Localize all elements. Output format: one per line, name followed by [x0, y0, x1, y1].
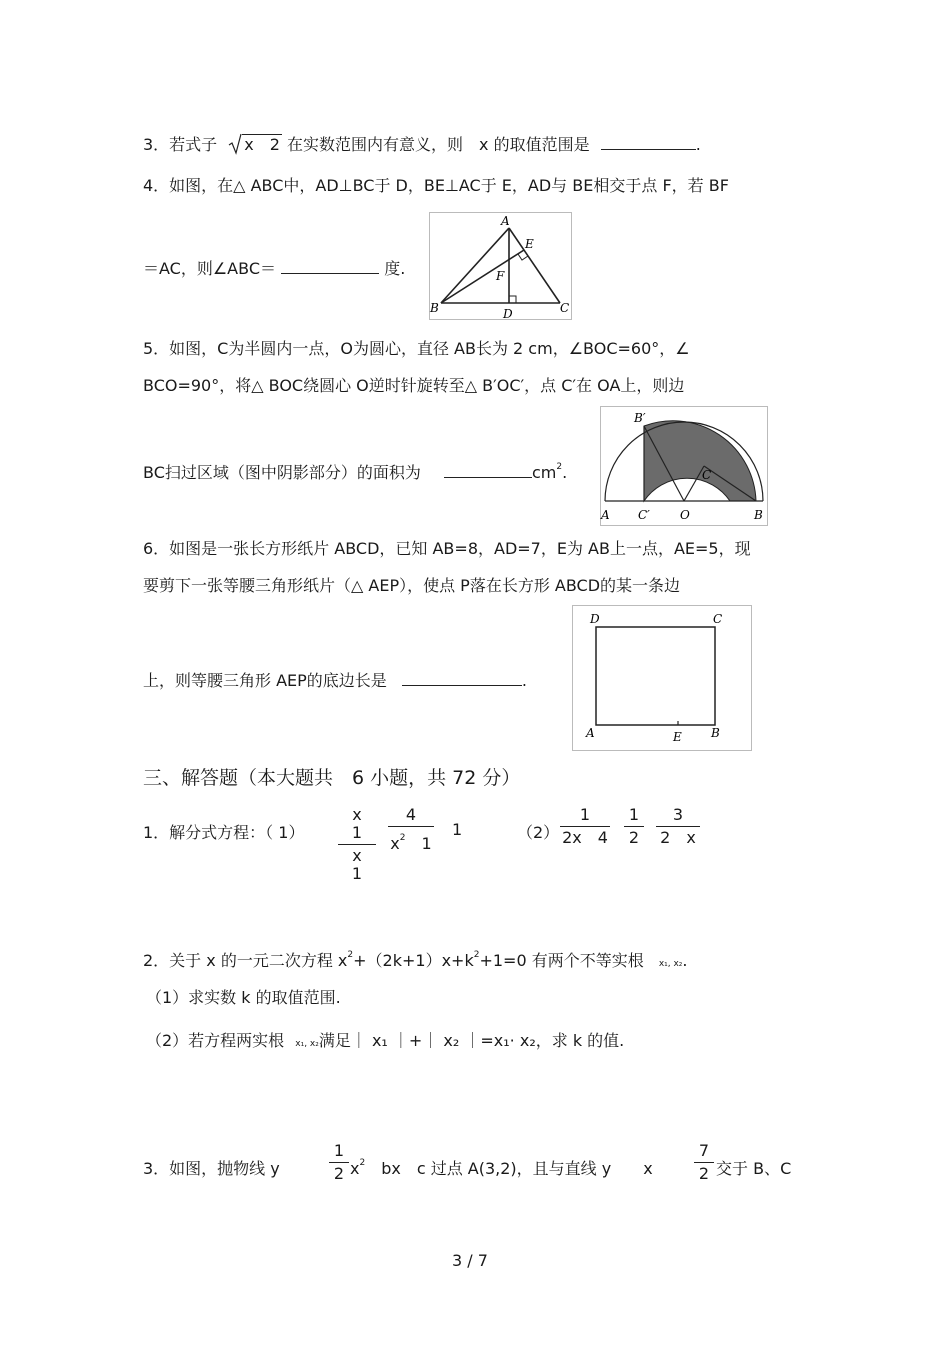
- q6-line3-prefix: 上，则等腰三角形 AEP的底边长是: [143, 671, 387, 690]
- s1-frac-1-num: x 1: [351, 805, 378, 842]
- s3-exp: 2: [359, 1158, 366, 1168]
- label-b-prime: B′: [634, 411, 646, 425]
- s3-x: x: [350, 1159, 360, 1178]
- s3-frac-2-num: 7: [698, 1141, 710, 1160]
- s1-frac-1-den: x 1: [351, 846, 378, 883]
- figure-rectangle-abcd: [572, 605, 752, 751]
- s3-frac-1: [329, 1142, 349, 1183]
- s1-part2: （2）: [517, 823, 560, 842]
- s2-sub2-roots: x₁, x₂: [295, 1039, 319, 1049]
- s1-frac-2: [388, 806, 434, 853]
- s1-frac-5: [656, 806, 700, 847]
- label-a: A: [586, 726, 595, 740]
- s1-frac-3-num: 1: [579, 805, 591, 824]
- s3-end: 交于 B、C: [716, 1159, 792, 1178]
- label-c-prime: C′: [638, 508, 650, 522]
- s2-sub2-a: （2）若方程两实根: [146, 1031, 285, 1050]
- label-e: E: [525, 237, 534, 251]
- q5-answer-blank[interactable]: [444, 461, 532, 478]
- label-a: A: [501, 214, 510, 228]
- s1-frac-3-den: 2x 4: [562, 828, 608, 847]
- question-5-line2: BCO=90°，将△ BOC绕圆心 O逆时针旋转至△ B′OC′，点 C′在 OA上，则边: [143, 376, 685, 395]
- s2-line1-b: +（2k+1）x+k: [353, 951, 474, 970]
- question-3: [143, 133, 701, 155]
- question-4-line1: 4．如图，在△ ABC中，AD⊥BC于 D，BE⊥AC于 E，AD与 BE相交于点 F，若 BF: [143, 176, 729, 195]
- q6-answer-blank[interactable]: [402, 669, 522, 686]
- q5-line3-prefix: BC扫过区域（图中阴影部分）的面积为: [143, 463, 421, 482]
- s2-line1-c: +1=0 有两个不等实根: [479, 951, 644, 970]
- label-b: B: [711, 726, 720, 740]
- q3-suffix: 在实数范围内有意义，则 x 的取值范围是: [287, 135, 590, 154]
- s3-frac-2: [694, 1142, 714, 1183]
- question-5-line1: 5．如图，C为半圆内一点，O为圆心，直径 AB长为 2 cm，∠BOC=60°，∠: [143, 339, 690, 358]
- s3-mid: [350, 1156, 653, 1179]
- s2-exp-2: 2: [473, 950, 480, 960]
- s3-prefix: 3．如图，抛物线 y: [143, 1159, 280, 1178]
- label-o: O: [680, 508, 690, 522]
- s1-frac-1: [338, 806, 376, 883]
- label-c: C: [713, 612, 723, 626]
- q3-prefix: 3．若式子: [143, 135, 218, 154]
- label-c: C: [702, 468, 712, 482]
- question-6-line3: [143, 669, 527, 691]
- q6-end: .: [521, 671, 527, 690]
- question-6-line1: 6．如图是一张长方形纸片 ABCD，已知 AB=8，AD=7，E为 AB上一点，AE=5，现: [143, 539, 751, 558]
- s2-sub2: [146, 1031, 624, 1054]
- q3-end: .: [695, 135, 701, 154]
- figure-semicircle: [600, 406, 768, 526]
- page-number: 3 / 7: [452, 1251, 488, 1270]
- label-f: F: [496, 269, 505, 283]
- s1-frac-4: [624, 806, 644, 847]
- label-b: B: [430, 301, 439, 315]
- sqrt-sign: [228, 133, 242, 155]
- label-d: D: [590, 612, 600, 626]
- s2-line1-end: .: [682, 951, 688, 970]
- s2-line1: [143, 945, 688, 974]
- q4-answer-blank[interactable]: [281, 257, 379, 274]
- question-6-line2: 要剪下一张等腰三角形纸片（△ AEP），使点 P落在长方形 ABCD的某一条边: [143, 576, 681, 595]
- s1-frac-4-num: 1: [628, 805, 640, 824]
- s1-frac-5-den: 2 x: [660, 828, 696, 847]
- q5-unit: cm: [531, 463, 557, 482]
- s2-sub2-b: 满足｜ x₁ ｜+｜ x₂ ｜=x₁· x₂，求 k 的值.: [318, 1031, 625, 1050]
- q4-line2-suffix: 度.: [384, 259, 406, 278]
- s1-frac-2-den: $x^2$ 1: [390, 833, 432, 853]
- s2-roots: x₁, x₂: [658, 959, 683, 969]
- label-d: D: [503, 307, 513, 320]
- s3-tail: bx c 过点 A(3,2)，且与直线 y x: [365, 1159, 653, 1178]
- label-b: B: [754, 508, 763, 522]
- section-heading: 三、解答题（本大题共 6 小题，共 72 分）: [143, 767, 521, 789]
- question-5-line3: [143, 457, 567, 483]
- s2-sub1: （1）求实数 k 的取值范围.: [146, 988, 341, 1007]
- s3-frac-1-num: 1: [333, 1141, 345, 1160]
- label-e: E: [673, 730, 682, 744]
- s1-frac-4-den: 2: [628, 828, 640, 847]
- figure-triangle-abc: [429, 212, 572, 320]
- label-a: A: [601, 508, 610, 522]
- label-c: C: [560, 301, 570, 315]
- q3-answer-blank[interactable]: [601, 133, 696, 150]
- s3-frac-2-den: 2: [698, 1164, 710, 1183]
- s3-frac-1-den: 2: [333, 1164, 345, 1183]
- s1-rhs: 1: [452, 820, 463, 839]
- q3-radicand: x 2: [244, 135, 280, 154]
- q5-end: .: [562, 463, 568, 482]
- s2-line1-a: 2．关于 x 的一元二次方程 x: [143, 951, 348, 970]
- s2-exp-1: 2: [347, 950, 354, 960]
- question-4-line2: [143, 257, 405, 279]
- s1-frac-2-num: 4: [405, 805, 417, 824]
- s1-frac-5-num: 3: [672, 805, 684, 824]
- q4-line2-prefix: ＝AC，则∠ABC＝: [143, 259, 276, 278]
- s1-label: 1．解分式方程：（ 1）: [143, 823, 305, 842]
- s1-frac-3: [560, 806, 610, 847]
- q5-unit-exp: 2: [556, 462, 563, 472]
